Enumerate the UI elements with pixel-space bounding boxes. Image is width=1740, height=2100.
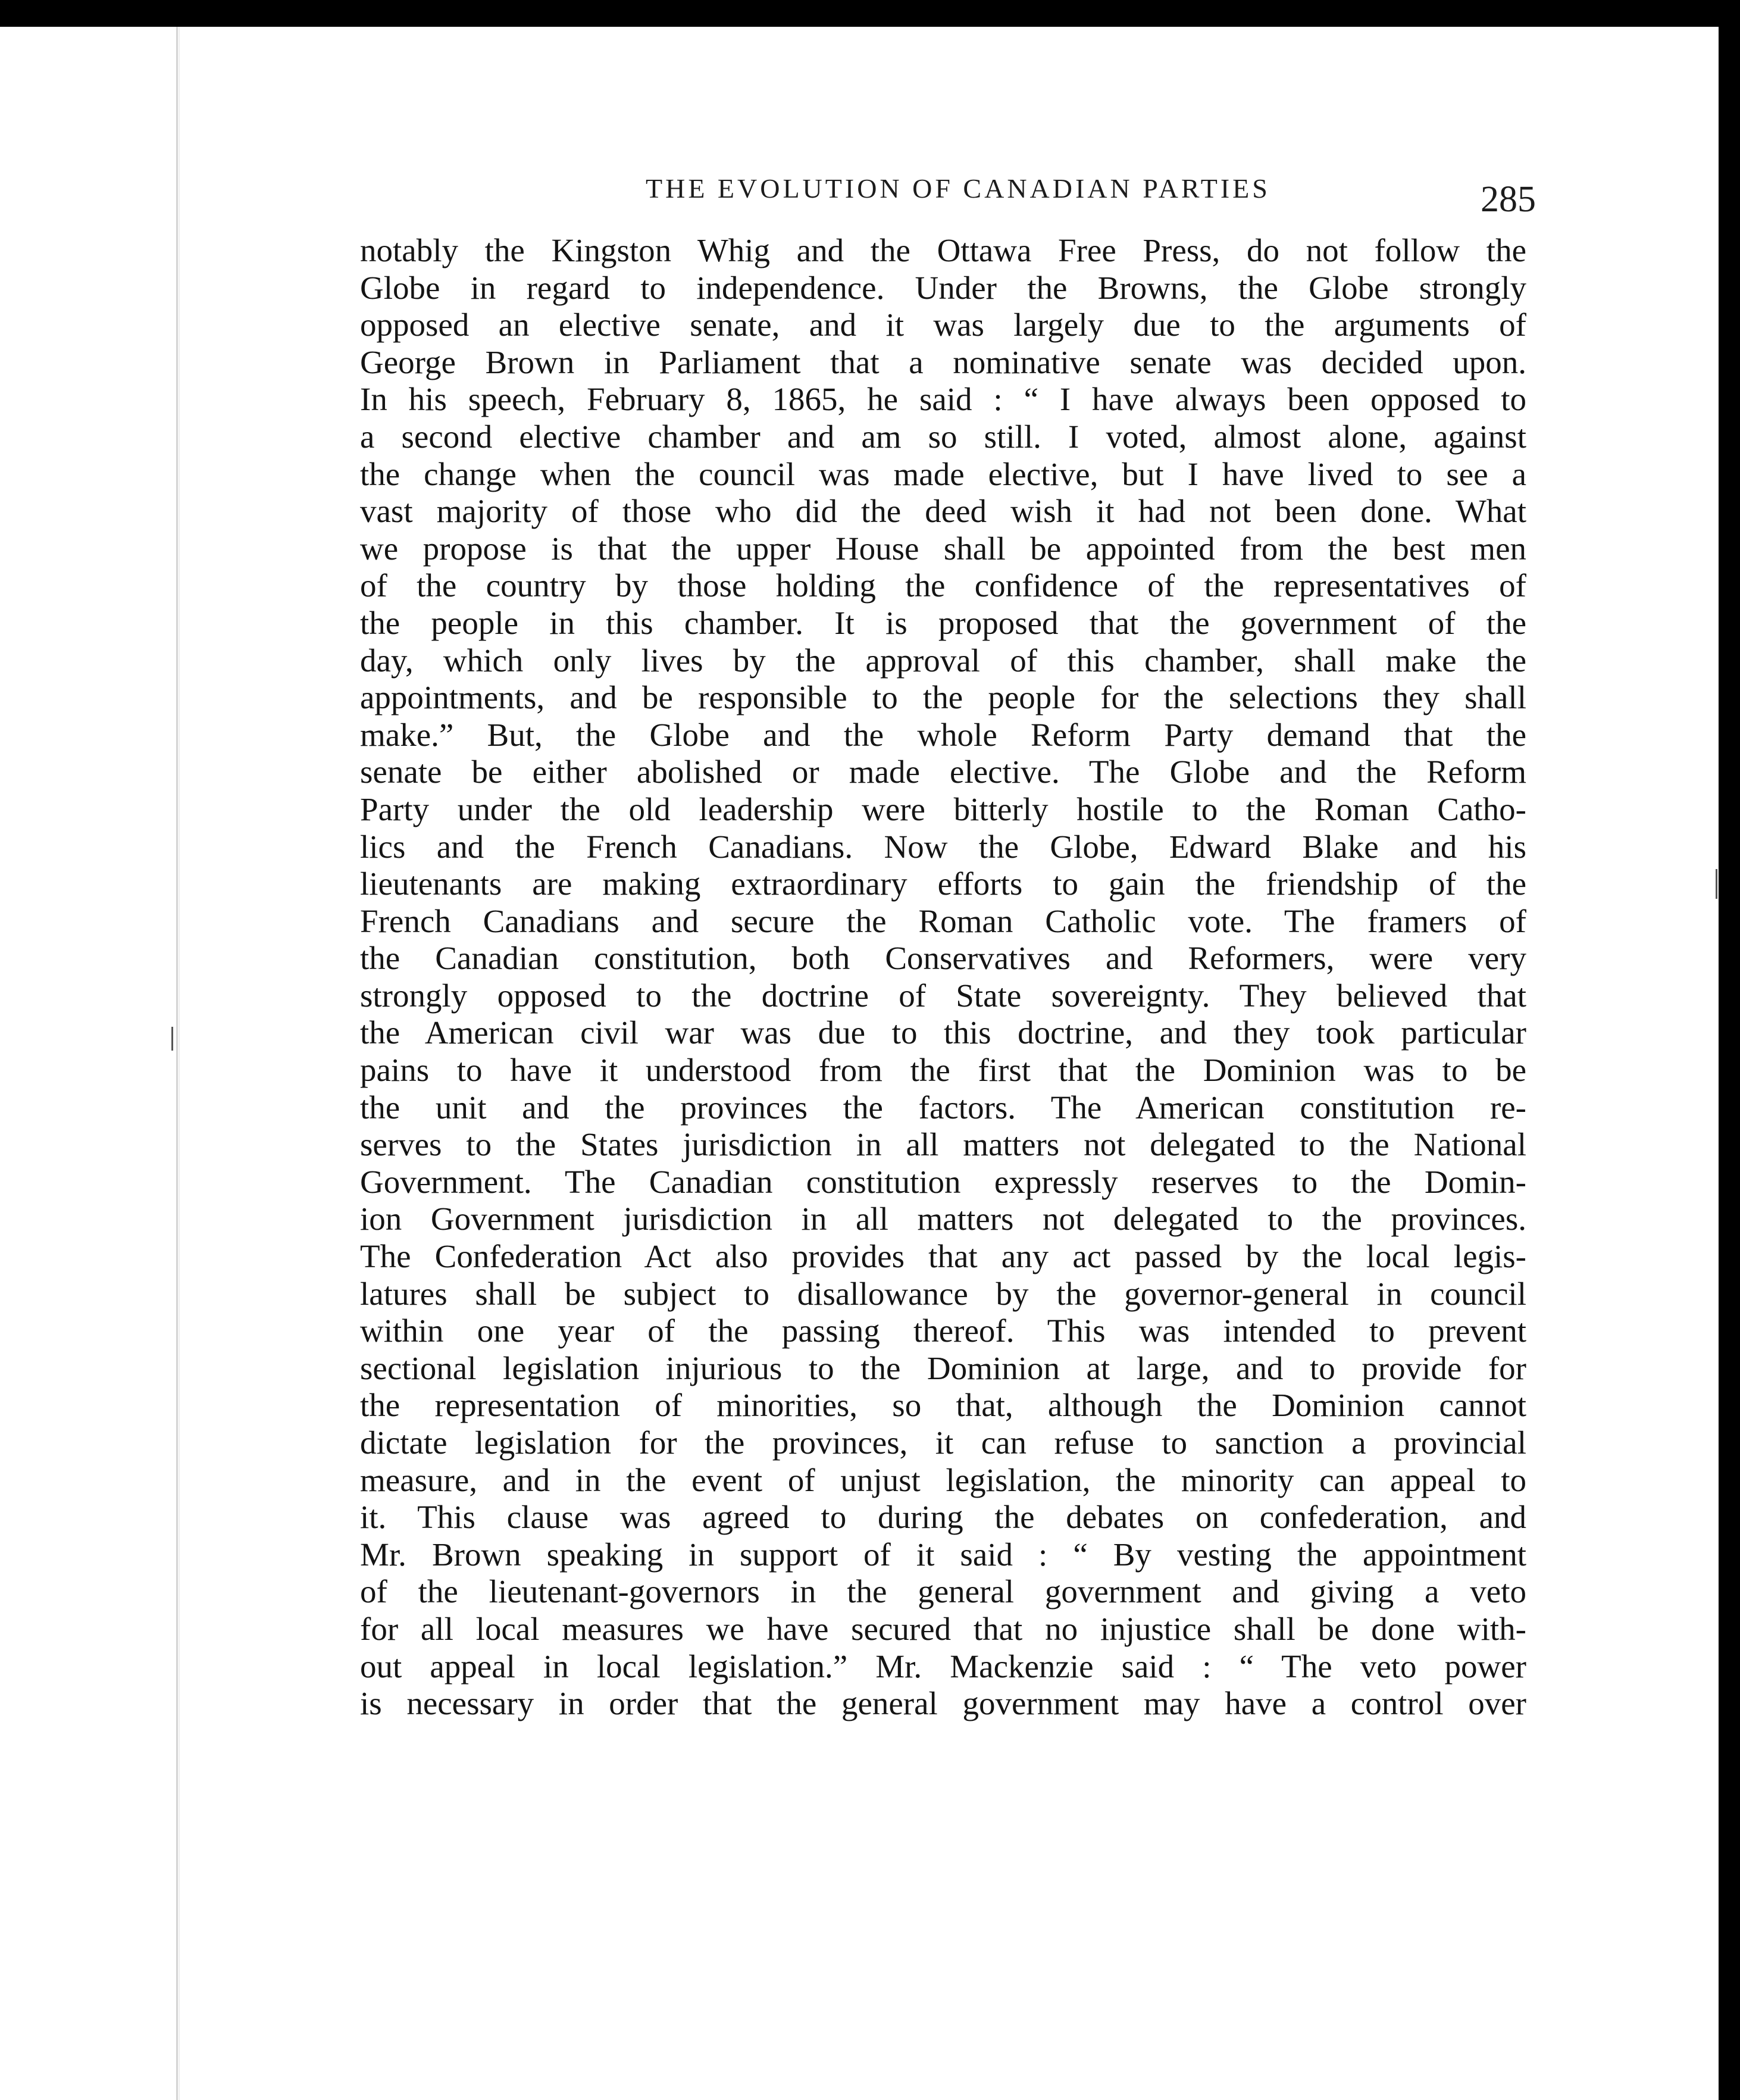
scan-edge-mark: [1716, 869, 1717, 899]
text-line: pains to have it understood from the first that the Dominion was to be: [360, 1052, 1526, 1089]
text-line: Party under the old leadership were bitterly hostile to the Roman Catho-: [360, 790, 1526, 827]
text-line: is necessary in order that the general government may have a control over: [360, 1685, 1526, 1722]
text-line: day, which only lives by the approval of this chamber, shall make the: [360, 642, 1526, 679]
text-line: the people in this chamber. It is proposed that the government of the: [360, 604, 1526, 641]
text-line: The Confederation Act also provides that any act passed by the local legis-: [360, 1238, 1526, 1275]
text-line: senate be either abolished or made elective. The Globe and the Reform: [360, 754, 1526, 790]
text-line: ion Government jurisdiction in all matters not delegated to the provinces.: [360, 1201, 1526, 1238]
body-text: [360, 232, 1526, 1723]
text-line: appointments, and be responsible to the people for the selections they shall: [360, 679, 1526, 716]
text-line: we propose is that the upper House shall be appointed from the best men: [360, 530, 1526, 567]
text-line: serves to the States jurisdiction in all matters not delegated to the National: [360, 1126, 1526, 1163]
text-line: for all local measures we have secured that no injustice shall be done with-: [360, 1610, 1526, 1647]
text-line: opposed an elective senate, and it was largely due to the arguments of: [360, 307, 1526, 343]
text-line: of the country by those holding the confidence of the representatives of: [360, 567, 1526, 604]
text-line: measure, and in the event of unjust legislation, the minority can appeal to: [360, 1461, 1526, 1498]
text-line: the change when the council was made elective, but I have lived to see a: [360, 455, 1526, 492]
text-line: dictate legislation for the provinces, it can refuse to sanction a provincial: [360, 1424, 1526, 1461]
text-line: In his speech, February 8, 1865, he said : “ I have always been opposed to: [360, 381, 1526, 418]
text-line: lics and the French Canadians. Now the Globe, Edward Blake and his: [360, 828, 1526, 865]
text-line: lieutenants are making extraordinary efforts to gain the friendship of the: [360, 865, 1526, 902]
text-line: it. This clause was agreed to during the debates on confederation, and: [360, 1499, 1526, 1536]
running-head: THE EVOLUTION OF CANADIAN PARTIES: [646, 173, 1270, 204]
text-line: French Canadians and secure the Roman Catholic vote. The framers of: [360, 902, 1526, 939]
text-line: George Brown in Parliament that a nominative senate was decided upon.: [360, 343, 1526, 380]
text-line: the Canadian constitution, both Conservatives and Reformers, were very: [360, 940, 1526, 977]
text-line: Government. The Canadian constitution expressly reserves to the Domin-: [360, 1163, 1526, 1200]
text-line: make.” But, the Globe and the whole Reform Party demand that the: [360, 716, 1526, 753]
gutter-fold-line: [176, 27, 178, 2100]
text-line: Globe in regard to independence. Under the Browns, the Globe strongly: [360, 269, 1526, 306]
text-line: out appeal in local legislation.” Mr. Mackenzie said : “ The veto power: [360, 1648, 1526, 1685]
text-line: the American civil war was due to this doctrine, and they took particular: [360, 1014, 1526, 1051]
text-line: within one year of the passing thereof. This was intended to prevent: [360, 1312, 1526, 1349]
text-line: the representation of minorities, so that, although the Dominion cannot: [360, 1387, 1526, 1424]
text-line: vast majority of those who did the deed wish it had not been done. What: [360, 493, 1526, 530]
text-line: Mr. Brown speaking in support of it said : “ By vesting the appointment: [360, 1536, 1526, 1573]
text-line: notably the Kingston Whig and the Ottawa Free Press, do not follow the: [360, 232, 1526, 268]
text-line: of the lieutenant-governors in the general government and giving a veto: [360, 1573, 1526, 1610]
scan-edge-mark: [171, 1027, 173, 1051]
text-line: sectional legislation injurious to the Dominion at large, and to provide for: [360, 1349, 1526, 1386]
text-line: strongly opposed to the doctrine of State sovereignty. They believed that: [360, 977, 1526, 1014]
text-line: the unit and the provinces the factors. The American constitution re-: [360, 1089, 1526, 1126]
page-number: 285: [1481, 179, 1536, 220]
text-line: latures shall be subject to disallowance by the governor-general in council: [360, 1275, 1526, 1312]
gutter-fold-shadow: [179, 27, 180, 2100]
text-line: a second elective chamber and am so still. I voted, almost alone, against: [360, 418, 1526, 455]
